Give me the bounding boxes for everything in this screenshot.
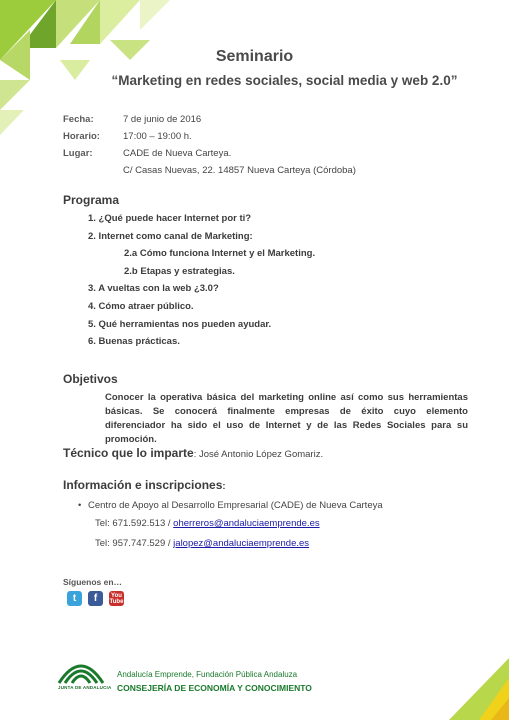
page-subtitle: “Marketing en redes sociales, social media y web 2.0” xyxy=(111,73,458,88)
phone-1: Tel: 671.592.513 / xyxy=(95,518,174,529)
list-item: 2.b Etapas y estrategias. xyxy=(124,265,235,277)
youtube-you: You xyxy=(111,592,122,599)
bullet-icon: • xyxy=(78,500,82,511)
list-item: 6. Buenas prácticas. xyxy=(88,336,180,348)
social-links xyxy=(67,591,124,606)
programa-heading: Programa xyxy=(63,193,120,207)
tecnico-heading xyxy=(63,446,323,460)
list-item: 2. Internet como canal de Marketing: xyxy=(88,230,253,242)
time-value: 17:00 – 19:00 h. xyxy=(123,131,192,142)
corner-decoration-bottom xyxy=(439,658,509,720)
center-name: Centro de Apoyo al Desarrollo Empresarial (CADE) de Nueva Carteya xyxy=(88,500,383,511)
list-item: 3. A vueltas con la web ¿3.0? xyxy=(88,283,219,295)
contact-line-1 xyxy=(95,518,320,529)
youtube-tube: Tube xyxy=(109,598,124,605)
youtube-icon[interactable] xyxy=(109,591,124,606)
address-value: C/ Casas Nuevas, 22. 14857 Nueva Carteya (Córdoba) xyxy=(123,165,356,176)
inscripciones-heading xyxy=(63,478,226,492)
list-item: 2.a Cómo funciona Internet y el Marketing. xyxy=(124,248,316,260)
date-value: 7 de junio de 2016 xyxy=(123,114,202,125)
junta-andalucia-logo xyxy=(55,655,107,685)
org-line-1: Andalucía Emprende, Fundación Pública Andaluza xyxy=(117,670,298,679)
list-item: 5. Qué herramientas nos pueden ayudar. xyxy=(88,318,272,330)
center-bullet xyxy=(78,500,383,511)
tecnico-heading-text: Técnico que lo imparte xyxy=(63,446,194,460)
place-label: Lugar: xyxy=(63,148,93,159)
list-item: 4. Cómo atraer público. xyxy=(88,300,194,312)
objetivos-text: Conocer la operativa básica del marketing online así como sus herramientas básicas. Se conocerá finalmente empresas de éxito cuyo elemento diferenciador ha sido el uso de Internet y de las Redes Sociales para su promoción. xyxy=(105,392,468,445)
time-label: Horario: xyxy=(63,131,100,142)
logo-caption: JUNTA DE ANDALUCIA xyxy=(58,685,112,690)
facebook-icon[interactable]: f xyxy=(88,591,103,606)
tecnico-colon: : xyxy=(193,449,197,460)
follow-label: Síguenos en… xyxy=(63,577,123,587)
tecnico-name: José Antonio López Gomariz. xyxy=(196,449,324,460)
objetivos-heading: Objetivos xyxy=(63,372,118,386)
page-title: Seminario xyxy=(215,48,294,65)
place-value: CADE de Nueva Carteya. xyxy=(123,148,232,159)
inscripciones-heading-text: Información e inscripciones xyxy=(63,478,223,492)
email-link-1[interactable]: oherreros@andaluciaemprende.es xyxy=(173,518,320,529)
list-item: 1. ¿Qué puede hacer Internet por ti? xyxy=(88,213,252,224)
email-link-2[interactable]: jalopez@andaluciaemprende.es xyxy=(173,538,310,549)
inscripciones-colon: : xyxy=(222,481,226,492)
date-label: Fecha: xyxy=(63,114,94,125)
programa-list xyxy=(88,210,315,351)
contact-line-2 xyxy=(95,538,309,549)
twitter-icon[interactable]: t xyxy=(67,591,82,606)
phone-2: Tel: 957.747.529 / xyxy=(95,538,174,549)
org-line-2: CONSEJERÍA DE ECONOMÍA Y CONOCIMIENTO xyxy=(117,683,312,693)
